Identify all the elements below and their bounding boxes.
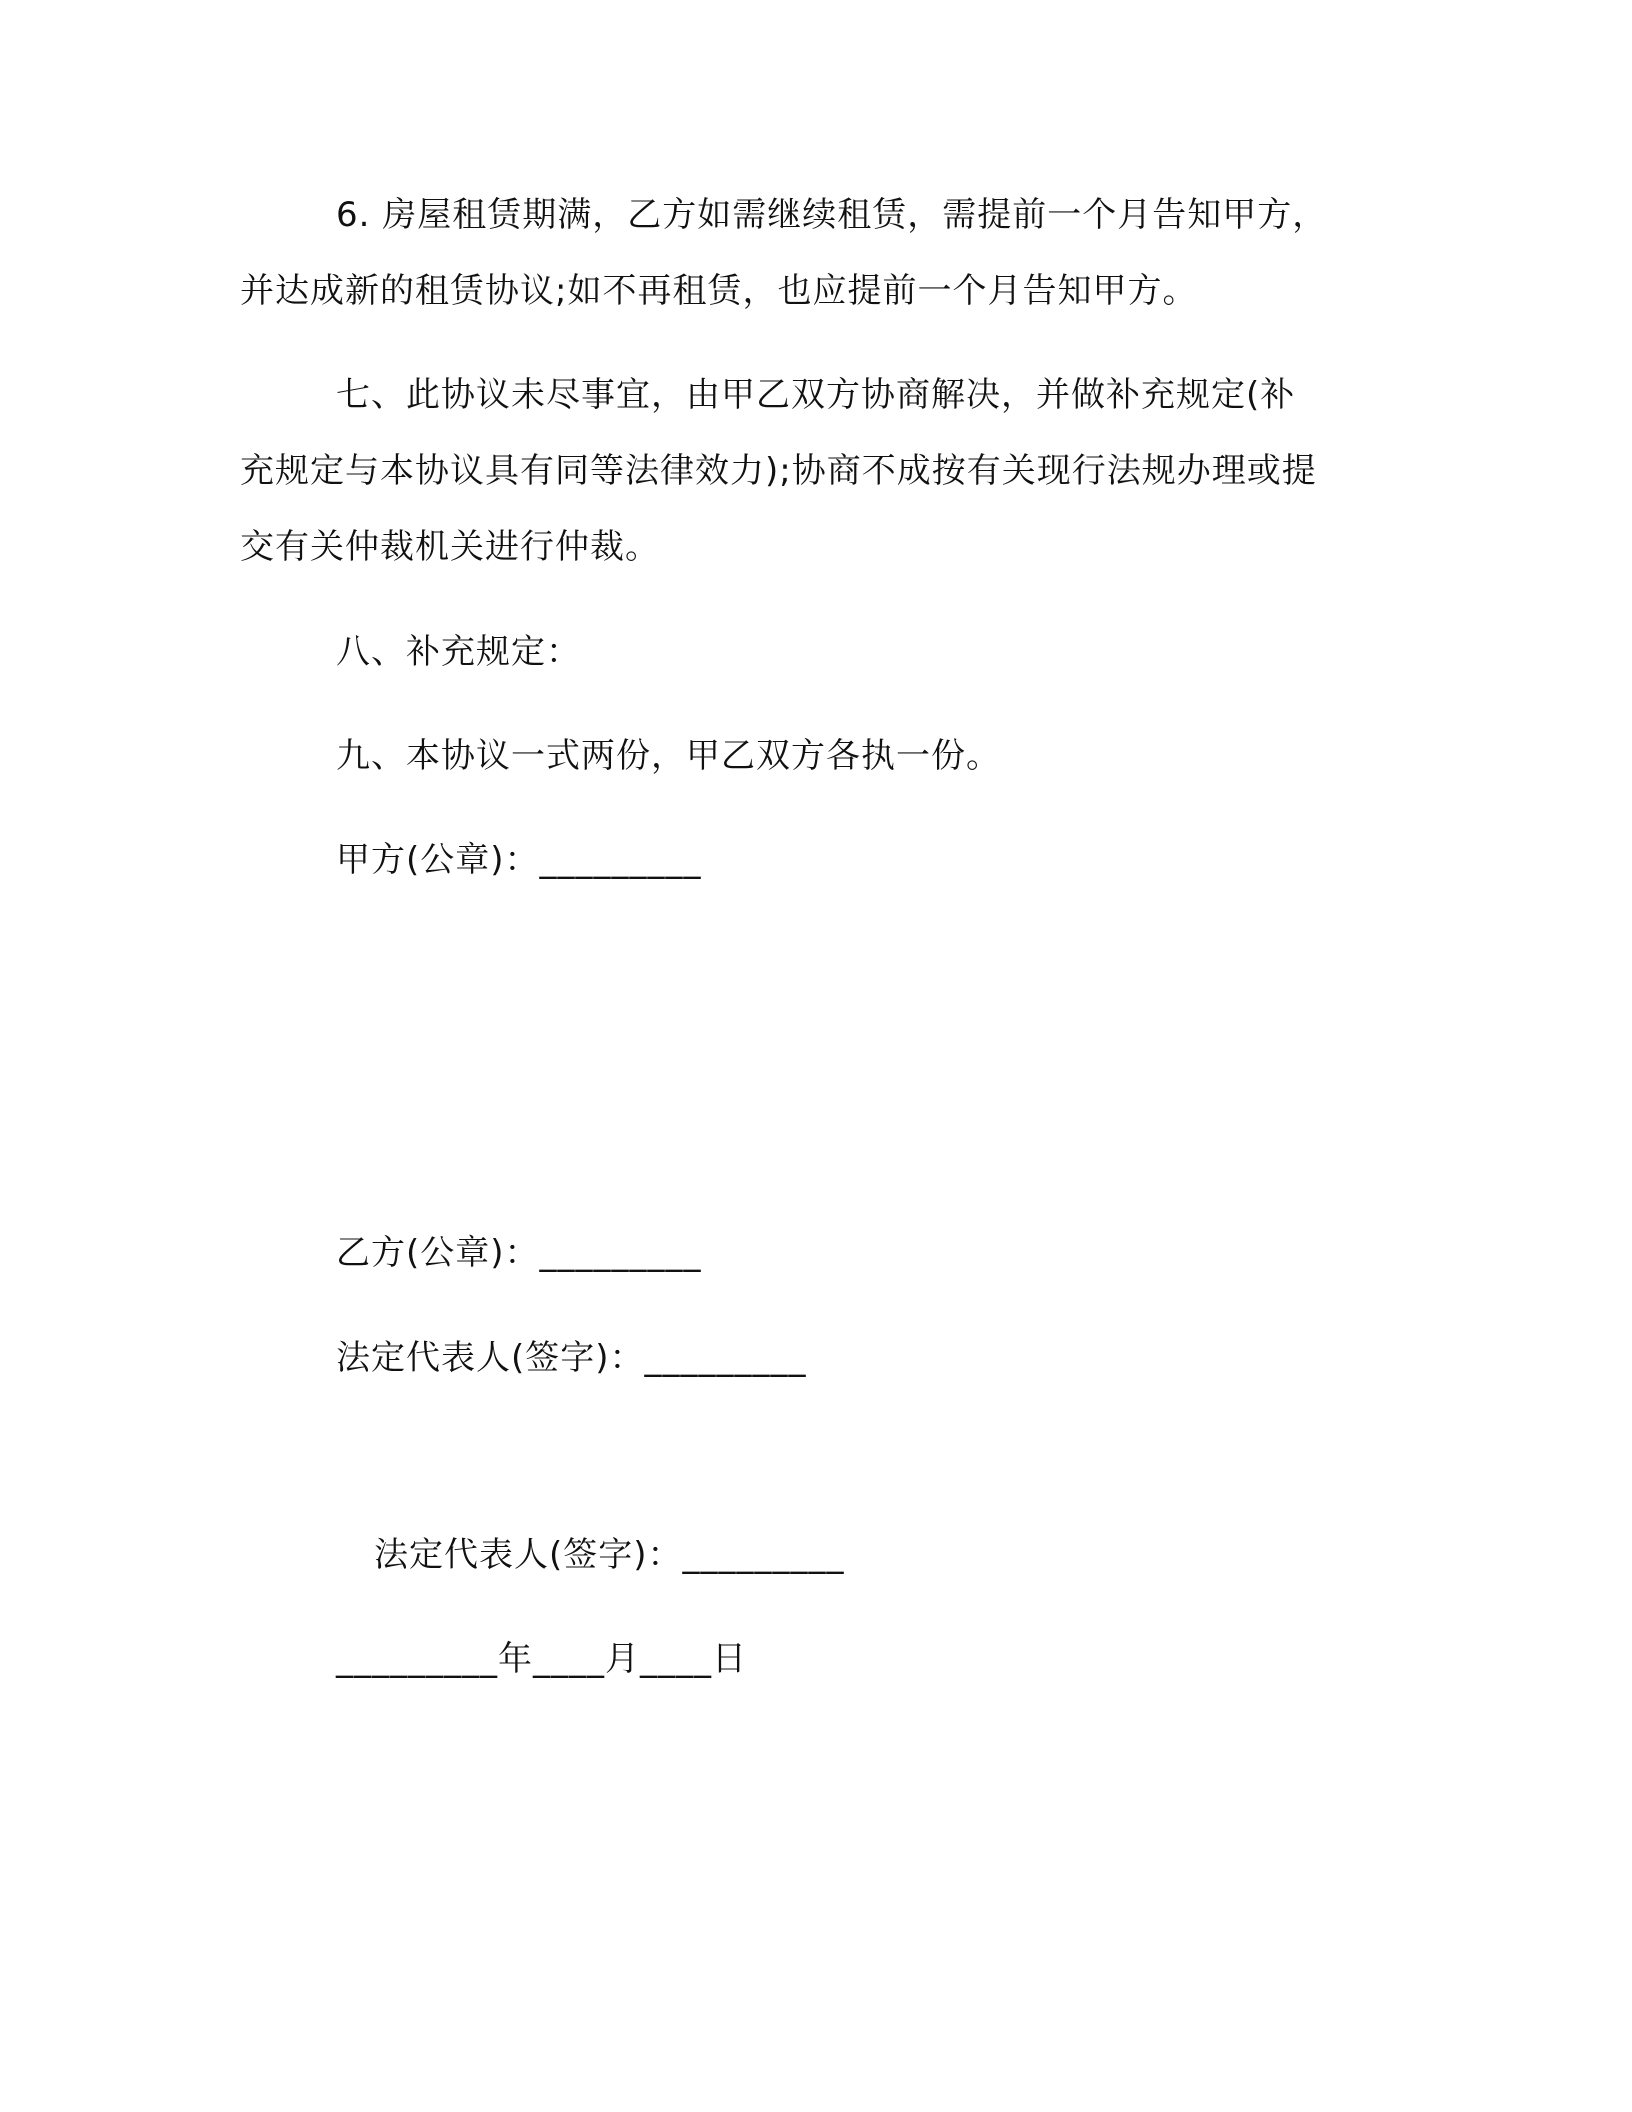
clause-7-line-1: 七、此协议未尽事宜，由甲乙双方协商解决，并做补充规定(补 <box>336 375 1296 415</box>
clause-8-text: 八、补充规定： <box>336 632 581 672</box>
legal-rep-text-1: 法定代表人(签字)：_________ <box>336 1338 807 1378</box>
clause-8 <box>240 614 1380 690</box>
legal-rep-line-1 <box>240 1320 1380 1396</box>
party-b-seal-text: 乙方(公章)：_________ <box>336 1233 702 1273</box>
legal-rep-text-2: 法定代表人(签字)：_________ <box>374 1535 845 1575</box>
clause-6-line-2: 并达成新的租赁协议;如不再租赁，也应提前一个月告知甲方。 <box>240 271 1198 311</box>
clause-6 <box>240 177 1380 329</box>
clause-6-line-1: 6. 房屋租赁期满，乙方如需继续租赁，需提前一个月告知甲方， <box>336 195 1328 235</box>
party-b-seal-line <box>240 1215 1380 1291</box>
legal-rep-line-2 <box>240 1517 1380 1593</box>
party-a-seal-line <box>240 822 1380 898</box>
clause-7 <box>240 357 1380 585</box>
clause-7-line-2: 充规定与本协议具有同等法律效力);协商不成按有关现行法规办理或提 <box>240 451 1317 491</box>
date-line <box>240 1621 1380 1697</box>
clause-9 <box>240 718 1380 794</box>
clause-7-line-3: 交有关仲裁机关进行仲裁。 <box>240 527 660 567</box>
date-text: _________年____月____日 <box>336 1639 747 1679</box>
party-a-seal-text: 甲方(公章)：_________ <box>336 840 702 880</box>
clause-9-text: 九、本协议一式两份，甲乙双方各执一份。 <box>336 736 1001 776</box>
